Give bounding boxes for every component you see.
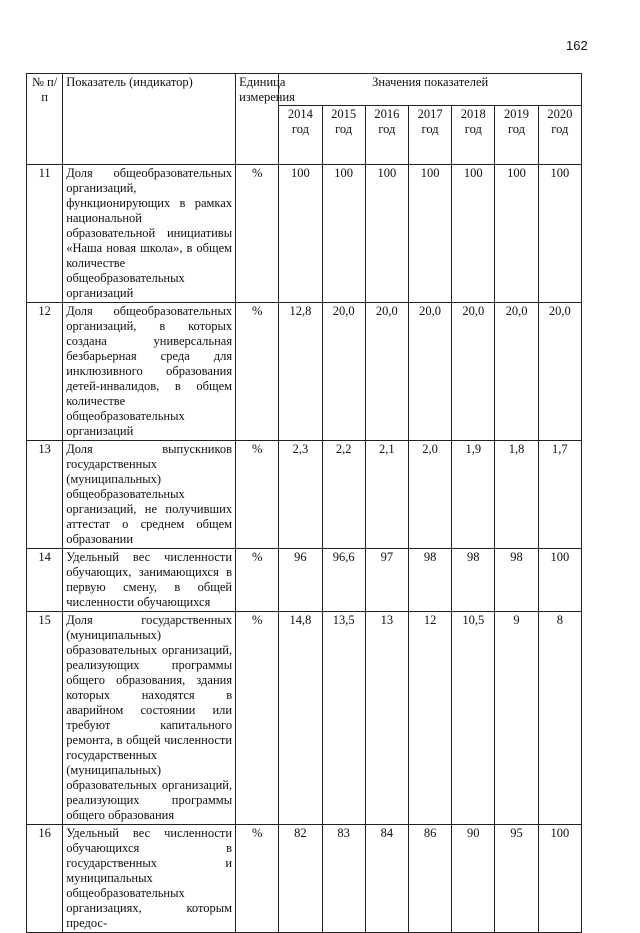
- unit-cell: %: [236, 441, 279, 549]
- row-number: 14: [27, 549, 63, 612]
- value-cell: 84: [365, 825, 408, 933]
- unit-cell: %: [236, 825, 279, 933]
- value-cell: 2,0: [408, 441, 451, 549]
- value-cell: 20,0: [322, 303, 365, 441]
- table-row: [27, 825, 582, 933]
- value-cell: 2,3: [279, 441, 322, 549]
- value-cell: 1,9: [452, 441, 495, 549]
- row-number: 16: [27, 825, 63, 933]
- value-cell: 100: [538, 165, 581, 303]
- header-row-1: [27, 74, 582, 106]
- unit-cell: %: [236, 165, 279, 303]
- value-cell: 90: [452, 825, 495, 933]
- value-cell: 96: [279, 549, 322, 612]
- value-cell: 8: [538, 612, 581, 825]
- value-cell: 14,8: [279, 612, 322, 825]
- table-row: [27, 165, 582, 303]
- value-cell: 20,0: [452, 303, 495, 441]
- value-cell: 100: [495, 165, 538, 303]
- indicator-text: Удельный вес численности обучающихся в государственных и муниципальных общеобразовательных организациях, которым предос-: [63, 825, 236, 933]
- value-cell: 13,5: [322, 612, 365, 825]
- value-cell: 13: [365, 612, 408, 825]
- value-cell: 97: [365, 549, 408, 612]
- value-cell: 1,8: [495, 441, 538, 549]
- value-cell: 20,0: [408, 303, 451, 441]
- value-cell: 100: [538, 549, 581, 612]
- header-year: 2014 год: [279, 106, 322, 165]
- indicators-table: [26, 73, 582, 933]
- indicator-text: Доля выпускников государственных (муниципальных) общеобразовательных организаций, не получивших аттестат о среднем общем образовании: [63, 441, 236, 549]
- value-cell: 20,0: [538, 303, 581, 441]
- header-unit: Единица измерения: [236, 74, 279, 165]
- header-year: 2019 год: [495, 106, 538, 165]
- indicator-text: Доля государственных (муниципальных) образовательных организаций, реализующих программы общего образования, здания которых находятся в аварийном состоянии или требуют капитального ремонта, в общей численности государственных (муниципальных) образовательных организаций, реализующих программы общего образования: [63, 612, 236, 825]
- table-row: [27, 441, 582, 549]
- indicator-text: Доля общеобразовательных организаций, в которых создана универсальная безбарьерная среда для инклюзивного образования детей-инвалидов, в общем количестве общеобразовательных организаций: [63, 303, 236, 441]
- row-number: 12: [27, 303, 63, 441]
- row-number: 13: [27, 441, 63, 549]
- value-cell: 98: [452, 549, 495, 612]
- value-cell: 100: [452, 165, 495, 303]
- value-cell: 20,0: [365, 303, 408, 441]
- unit-cell: %: [236, 549, 279, 612]
- value-cell: 10,5: [452, 612, 495, 825]
- indicator-text: Удельный вес численности обучающих, занимающихся в первую смену, в общей численности обучающихся: [63, 549, 236, 612]
- value-cell: 20,0: [495, 303, 538, 441]
- header-year: 2016 год: [365, 106, 408, 165]
- value-cell: 2,1: [365, 441, 408, 549]
- page-number: 162: [566, 38, 588, 53]
- value-cell: 98: [495, 549, 538, 612]
- header-indicator: Показатель (индикатор): [63, 74, 236, 165]
- unit-cell: %: [236, 612, 279, 825]
- value-cell: 86: [408, 825, 451, 933]
- value-cell: 96,6: [322, 549, 365, 612]
- header-year: 2018 год: [452, 106, 495, 165]
- value-cell: 100: [279, 165, 322, 303]
- value-cell: 100: [365, 165, 408, 303]
- row-number: 15: [27, 612, 63, 825]
- header-values-group: Значения показателей: [279, 74, 582, 106]
- header-year: 2015 год: [322, 106, 365, 165]
- indicator-text: Доля общеобразовательных организаций, функционирующих в рамках национальной образовательной инициативы «Наша новая школа», в общем количестве общеобразовательных организаций: [63, 165, 236, 303]
- table-row: [27, 612, 582, 825]
- value-cell: 95: [495, 825, 538, 933]
- value-cell: 98: [408, 549, 451, 612]
- value-cell: 83: [322, 825, 365, 933]
- header-year: 2020 год: [538, 106, 581, 165]
- value-cell: 12,8: [279, 303, 322, 441]
- table-row: [27, 303, 582, 441]
- value-cell: 100: [322, 165, 365, 303]
- value-cell: 82: [279, 825, 322, 933]
- table-row: [27, 549, 582, 612]
- value-cell: 1,7: [538, 441, 581, 549]
- header-year: 2017 год: [408, 106, 451, 165]
- value-cell: 9: [495, 612, 538, 825]
- value-cell: 100: [538, 825, 581, 933]
- row-number: 11: [27, 165, 63, 303]
- value-cell: 100: [408, 165, 451, 303]
- value-cell: 12: [408, 612, 451, 825]
- unit-cell: %: [236, 303, 279, 441]
- value-cell: 2,2: [322, 441, 365, 549]
- header-num: № п/п: [27, 74, 63, 165]
